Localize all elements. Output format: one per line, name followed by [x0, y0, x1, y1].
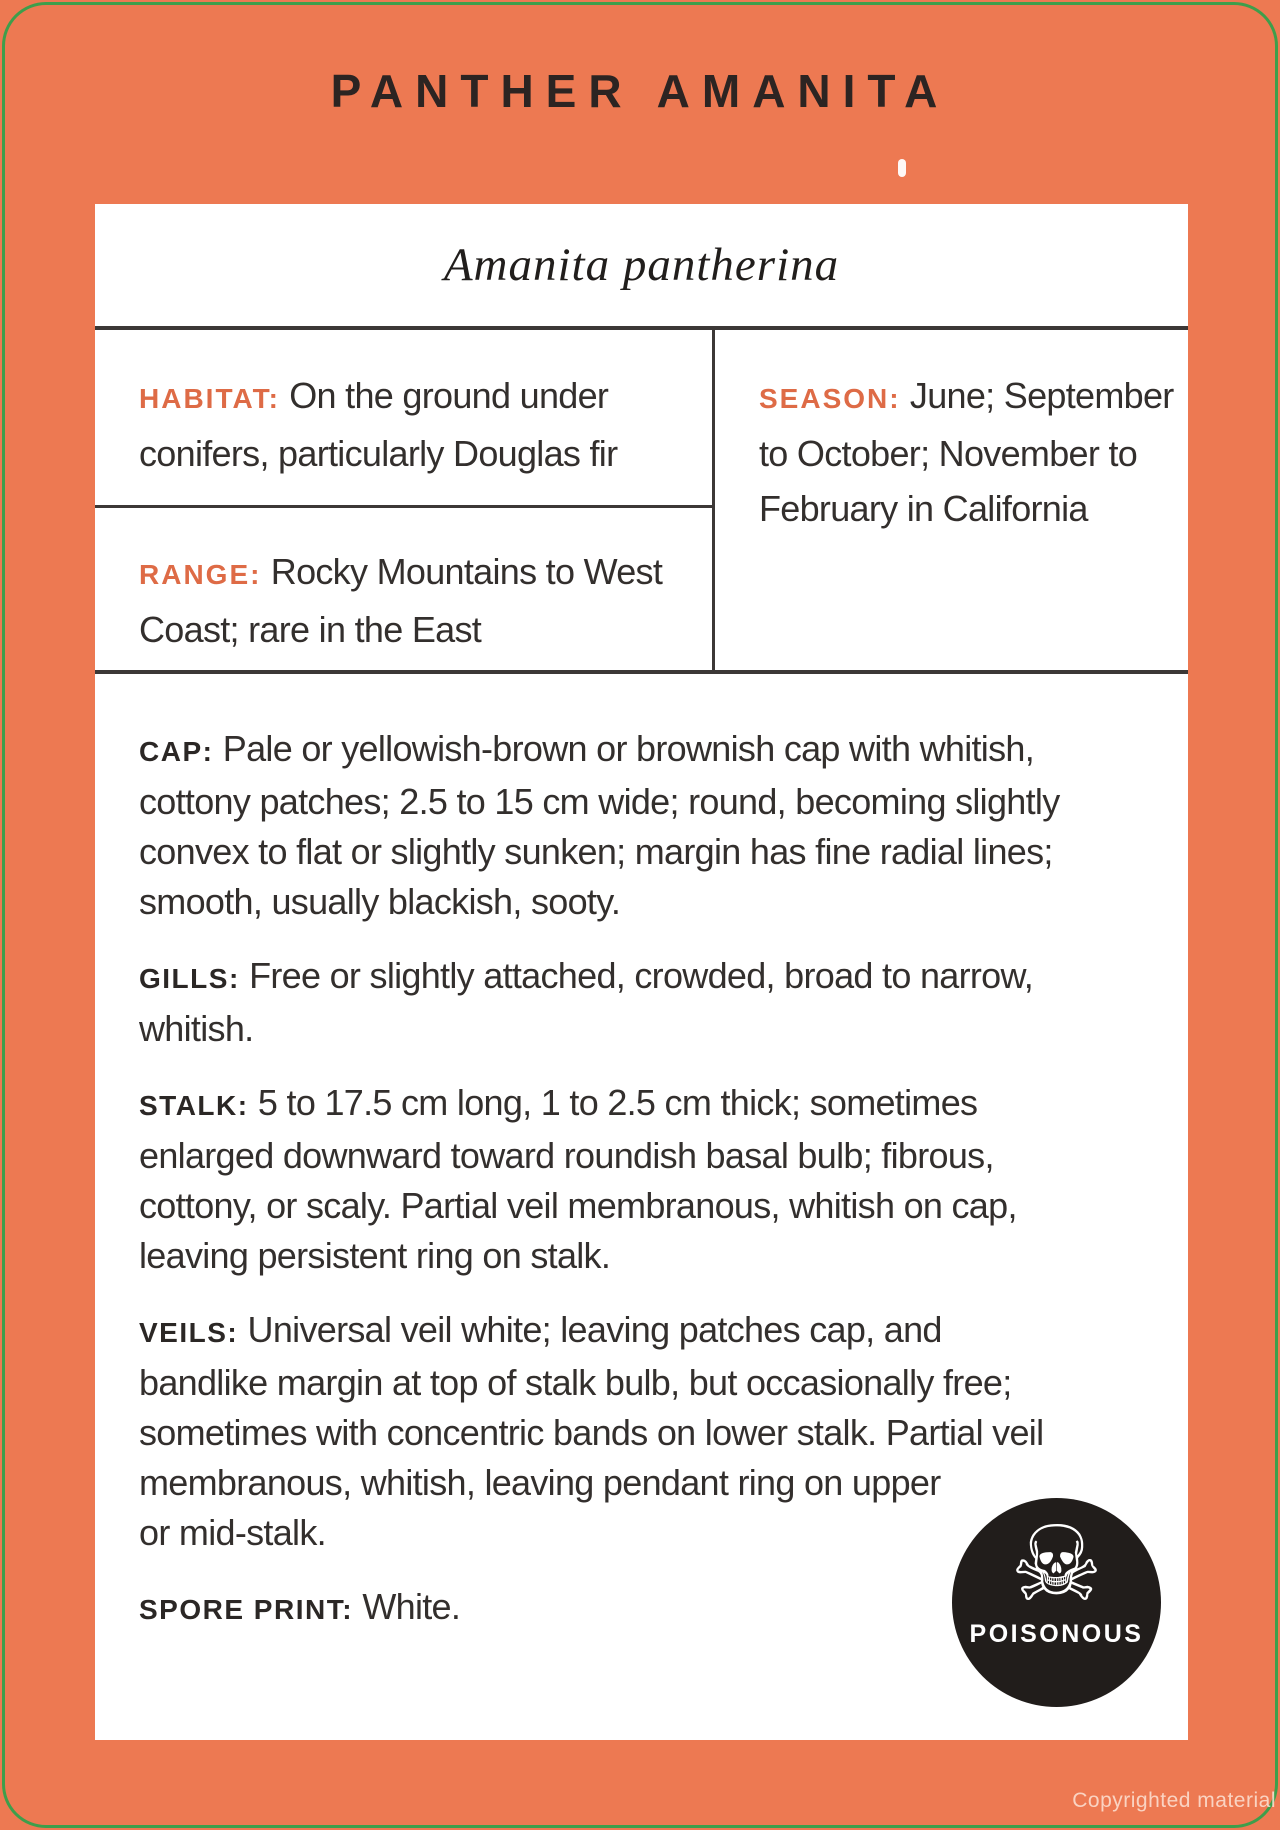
habitat-label: HABITAT: — [139, 383, 280, 414]
range-cell: RANGE: Rocky Mountains to West Coast; rare in the East — [139, 551, 663, 650]
section-label-cap: CAP: — [139, 736, 214, 767]
poisonous-badge — [952, 1498, 1161, 1707]
season-label: SEASON: — [759, 383, 901, 414]
section-gills: GILLS: Free or slightly attached, crowded, broad to narrow, whitish. — [139, 955, 1034, 1049]
section-label-spore-print: SPORE PRINT: — [139, 1594, 354, 1625]
species-info-card — [95, 204, 1188, 1740]
skull-crossbones-icon: ☠ — [1009, 1503, 1104, 1625]
species-latin-name: Amanita pantherina — [443, 239, 840, 291]
section-cap: CAP: Pale or yellowish-brown or brownish cap with whitish, cottony patches; 2.5 to 15 cm wide; round, becoming slightly convex to flat or slightly sunken; margin has fine radial lines; smooth, usually blackish, sooty. — [139, 728, 1060, 922]
print-artifact-dot — [898, 159, 906, 177]
poisonous-label: POISONOUS — [969, 1620, 1144, 1648]
section-stalk: STALK: 5 to 17.5 cm long, 1 to 2.5 cm thick; sometimes enlarged downward toward roundish basal bulb; fibrous, cottony, or scaly. Partial veil membranous, whitish on cap, leaving persistent ring on stalk. — [139, 1082, 1017, 1276]
season-cell: SEASON: June; September to October; November to February in California — [759, 375, 1174, 529]
species-name-row — [95, 204, 1188, 326]
section-label-stalk: STALK: — [139, 1090, 249, 1121]
section-spore-print: SPORE PRINT: White. — [139, 1586, 461, 1627]
page-title: PANTHER AMANITA — [330, 65, 950, 117]
copyright-watermark: Copyrighted material — [1072, 1789, 1276, 1812]
section-label-gills: GILLS: — [139, 963, 240, 994]
habitat-cell: HABITAT: On the ground under conifers, particularly Douglas fir — [139, 375, 618, 474]
section-label-veils: VEILS: — [139, 1317, 239, 1348]
range-label: RANGE: — [139, 559, 262, 590]
section-veils: VEILS: Universal veil white; leaving patches cap, and bandlike margin at top of stalk bulb, but occasionally free; sometimes with concentric bands on lower stalk. Partial veil membranous, whitish, leaving pendant ring on upper or mid-stalk. — [139, 1309, 1044, 1553]
